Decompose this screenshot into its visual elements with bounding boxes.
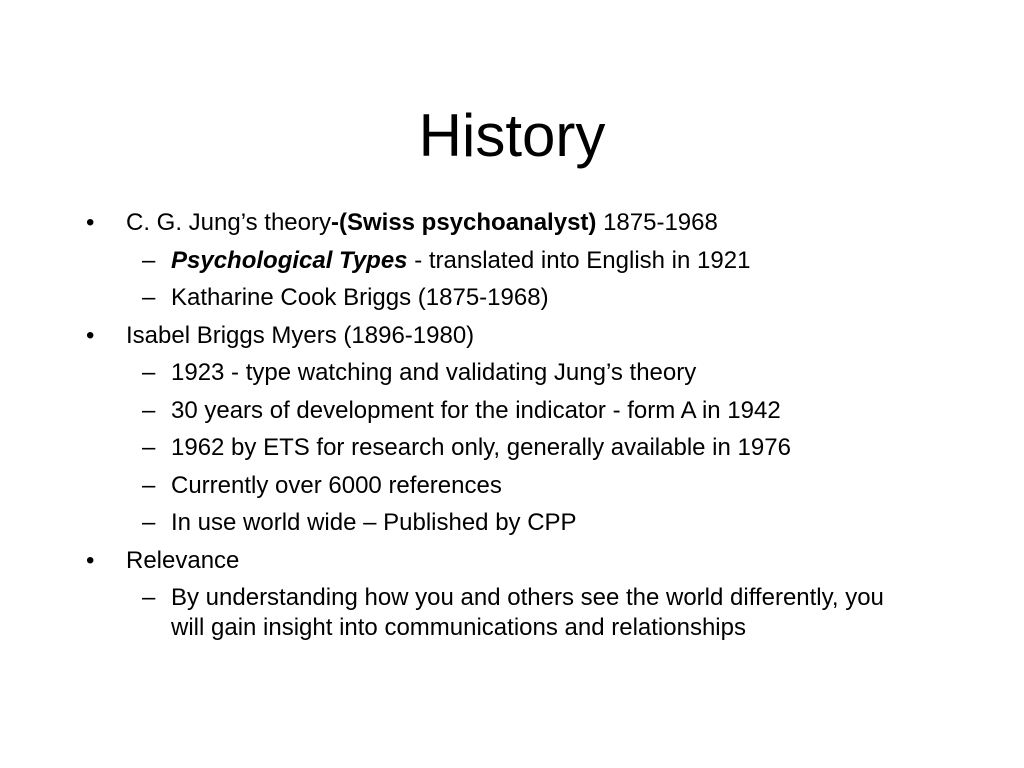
bullet-text-segment: 1923 - type watching and validating Jung’s theory [171,359,697,386]
sub-bullet-item [0,471,891,501]
bullet-text-segment: Relevance [126,546,240,574]
bullet-item [0,208,986,238]
bullet-text-segment: -(Swiss psychoanalyst) [330,209,597,236]
dash-marker: – [142,434,156,461]
dash-marker: – [142,471,156,499]
sub-bullet-item [0,246,891,276]
dash-marker: – [142,359,156,386]
bullet-text-segment: - translated into English in 1921 [407,246,751,274]
bullet-text-segment: Katharine Cook Briggs (1875-1968) [171,284,549,311]
dash-marker: – [142,284,156,311]
dash-marker: – [142,509,156,536]
bullet-text-segment: In use world wide – Published by CPP [171,509,577,536]
bullet-text-segment: 1962 by ETS for research only, generally available in 1976 [171,434,791,461]
slide-title: History [418,102,606,169]
sub-bullet-item [0,508,891,538]
sub-bullet-item [0,358,891,388]
bullet-marker: • [86,209,95,236]
dash-marker: – [142,246,156,274]
bullet-text-segment: 1875-1968 [596,209,718,236]
bullet-text-segment: Psychological Types [171,246,408,274]
sub-bullet-item [0,283,891,313]
bullet-marker: • [86,546,95,574]
bullet-item [0,546,986,576]
sub-bullet-item [0,433,891,463]
bullet-text-segment: By understanding how you and others see the world differently, you will gain insight into communications and relationships [171,584,884,641]
bullet-text-segment: C. G. Jung’s theory [126,209,331,236]
bullet-text-segment: Currently over 6000 references [171,471,502,499]
bullet-text-segment: Isabel Briggs Myers (1896-1980) [126,321,475,349]
dash-marker: – [142,584,156,611]
dash-marker: – [142,396,156,424]
sub-bullet-item [0,396,891,426]
bullet-text-segment: 30 years of development for the indicator - form A in 1942 [171,396,781,424]
slide-bullet-list [0,208,1024,643]
bullet-item [0,321,986,351]
sub-bullet-item [0,583,891,643]
bullet-marker: • [86,321,95,349]
